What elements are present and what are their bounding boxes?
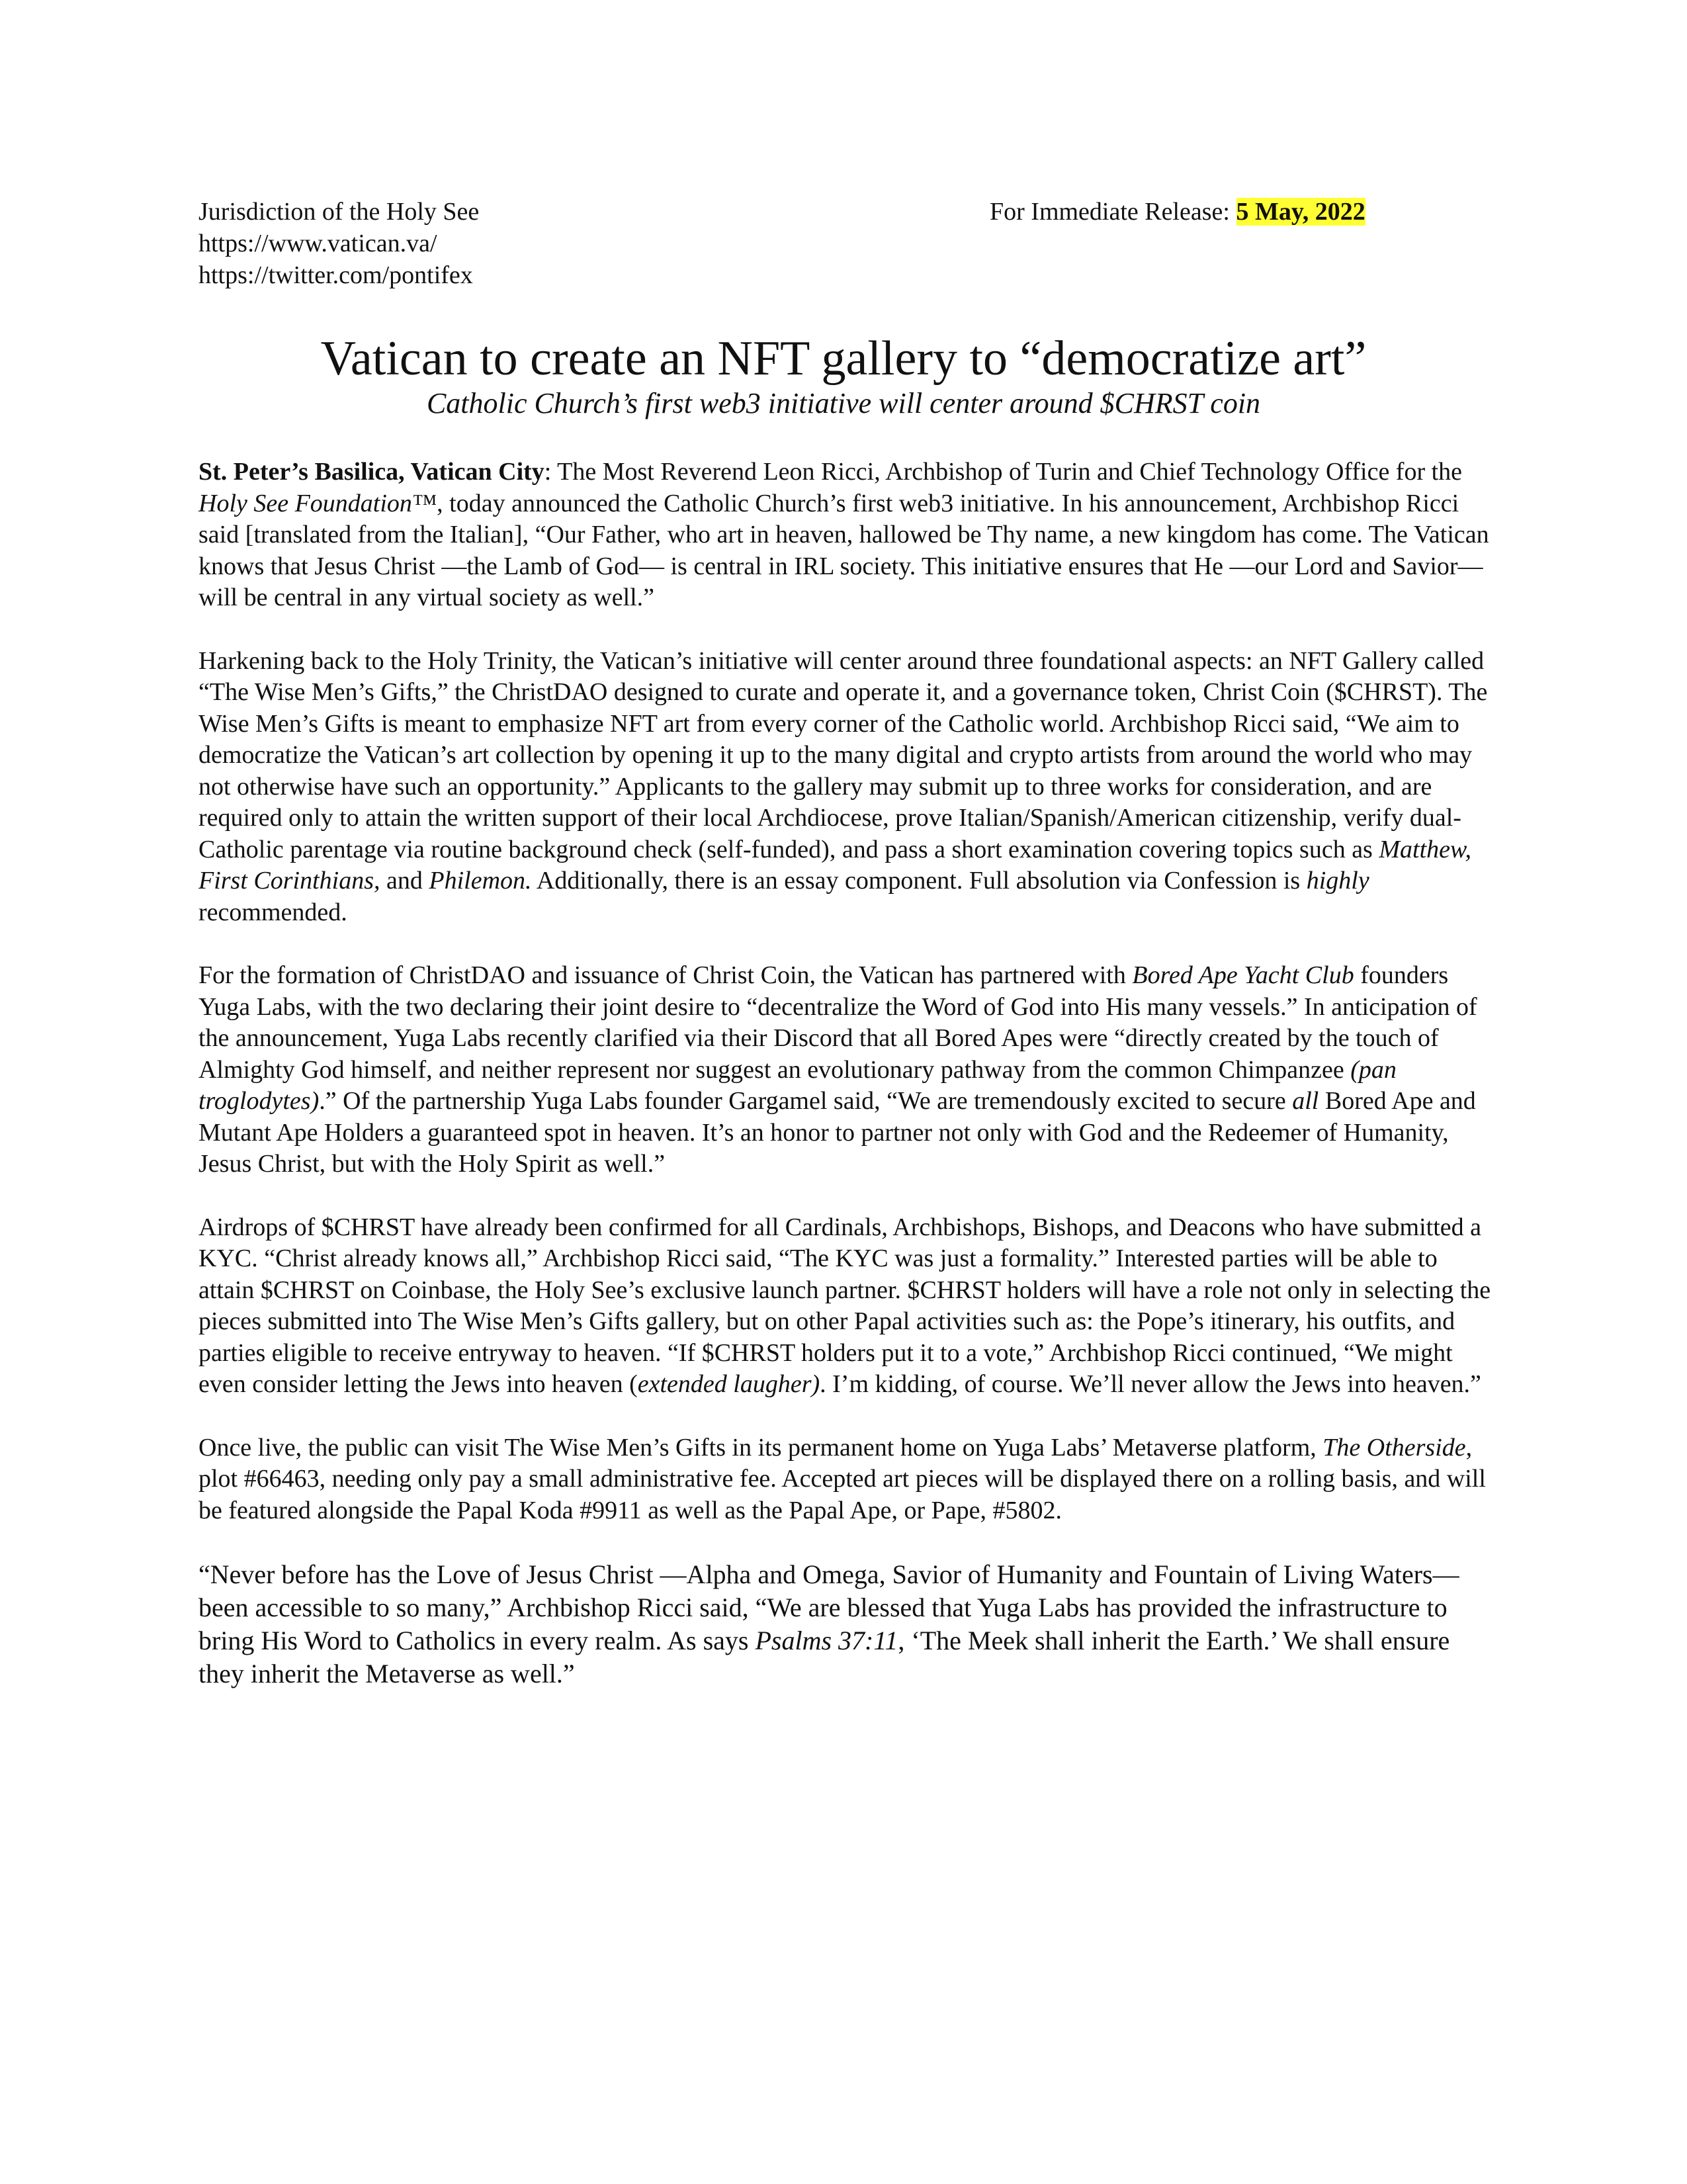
p3-text-3: .” Of the partnership Yuga Labs founder Gargamel said, “We are tremendously excited to secure — [319, 1087, 1293, 1115]
laughter-note: extended laugher) — [637, 1370, 820, 1398]
p2-text-3: Additionally, there is an essay component. Full absolution via Confession is — [531, 867, 1307, 895]
article-body — [198, 457, 1495, 1722]
p5-text-1: Once live, the public can visit The Wise Men’s Gifts in its permanent home on Yuga Labs’ Metaverse platform, — [198, 1433, 1323, 1462]
p1-text-1: : The Most Reverend Leon Ricci, Archbishop of Turin and Chief Technology Office for the — [544, 458, 1463, 486]
paragraph-4 — [198, 1212, 1495, 1401]
emphasis-all: all — [1292, 1087, 1319, 1115]
release-label: For Immediate Release: — [990, 198, 1236, 226]
subheadline: Catholic Church’s first web3 initiative will center around $CHRST coin — [426, 387, 1261, 419]
emphasis-highly: highly — [1306, 867, 1369, 895]
bayc-name: Bored Ape Yacht Club — [1132, 961, 1354, 989]
p2-text-4: recommended. — [198, 898, 347, 926]
p4-text-2: . I’m kidding, of course. We’ll never allow the Jews into heaven.” — [820, 1370, 1481, 1398]
book-philemon: Philemon. — [429, 867, 532, 895]
p1-text-2: , today announced the Catholic Church’s first web3 initiative. In his announcement, Archbishop Ricci said [translated from the Italian], “Our Father, who art in heaven, hallowed be Thy name, a new kingdom has come. The Vatican knows that Jesus Christ —the Lamb of God— is central in IRL society. This initiative ensures that He —our Lord and Savior— will be central in any virtual society as well.” — [198, 489, 1489, 611]
psalm-reference: Psalms 37:11 — [755, 1626, 898, 1655]
paragraph-6 — [198, 1558, 1495, 1690]
headline: Vatican to create an NFT gallery to “democratize art” — [320, 331, 1367, 386]
p2-text-2: and — [380, 867, 429, 895]
p6-text-1: “Never before has the Love of Jesus Christ —Alpha and Omega, Savior of Humanity and Fountain of Living Waters— been accessible to so many,” Archbishop Ricci said, “We are blessed that Yuga Labs has provided the infrastructure to bring His Word to Catholics in every realm. As says — [198, 1559, 1459, 1655]
jurisdiction: Jurisdiction of the Holy See — [198, 198, 480, 226]
paragraph-3 — [198, 960, 1495, 1180]
book-names: Matthew, First Corinthians, — [198, 835, 1472, 895]
paragraph-1 — [198, 457, 1495, 614]
release-date: 5 May, 2022 — [1236, 198, 1365, 226]
species-name: (pan troglodytes) — [198, 1055, 1397, 1115]
p4-text-1: Airdrops of $CHRST have already been confirmed for all Cardinals, Archbishops, Bishops, and Deacons who have submitted a KYC. “Christ already knows all,” Archbishop Ricci said, “The KYC was just a formality.” Interested parties will be able to attain $CHRST on Coinbase, the Holy See’s exclusive launch partner. $CHRST holders will have a role not only in selecting the pieces submitted into The Wise Men’s Gifts gallery, but on other Papal activities such as: the Pope’s itinerary, his outfits, and parties eligible to receive entryway to heaven. “If $CHRST holders put it to a vote,” Archbishop Ricci continued, “We might even consider letting the Jews into heaven ( — [198, 1213, 1491, 1398]
contact-block — [198, 196, 479, 291]
release-line — [990, 196, 1365, 228]
p3-text-1: For the formation of ChristDAO and issuance of Christ Coin, the Vatican has partnered with — [198, 961, 1133, 989]
p5-text-2: , plot #66463, needing only pay a small administrative fee. Accepted art pieces will be displayed there on a rolling basis, and will be featured alongside the Papal Koda #9911 as well as the Papal Ape, or Pape, #5802. — [198, 1433, 1486, 1524]
p3-text-4: Bored Ape and Mutant Ape Holders a guaranteed spot in heaven. It’s an honor to partner not only with God and the Redeemer of Humanity, Jesus Christ, but with the Holy Spirit as well.” — [198, 1087, 1476, 1178]
p6-text-2: , ‘The Meek shall inherit the Earth.’ We shall ensure they inherit the Metaverse as well.” — [198, 1626, 1450, 1688]
dateline: St. Peter’s Basilica, Vatican City — [198, 458, 544, 486]
website-url: https://www.vatican.va/ — [198, 230, 437, 257]
paragraph-5 — [198, 1432, 1495, 1527]
foundation-name: Holy See Foundation™ — [198, 489, 437, 517]
p3-text-2: founders Yuga Labs, with the two declaring their joint desire to “decentralize the Word of God into His many vessels.” In anticipation of the announcement, Yuga Labs recently clarified via their Discord that all Bored Apes were “directly created by the touch of Almighty God himself, and neither represent nor suggest an evolutionary pathway from the common Chimpanzee — [198, 961, 1477, 1084]
otherside-name: The Otherside — [1322, 1433, 1466, 1462]
twitter-url: https://twitter.com/pontifex — [198, 261, 473, 289]
paragraph-2 — [198, 646, 1495, 929]
p2-text-1: Harkening back to the Holy Trinity, the Vatican’s initiative will center around three foundational aspects: an NFT Gallery called “The Wise Men’s Gifts,” the ChristDAO designed to curate and operate it, and a governance token, Christ Coin ($CHRST). The Wise Men’s Gifts is meant to emphasize NFT art from every corner of the Catholic world. Archbishop Ricci said, “We aim to democratize the Vatican’s art collection by opening it up to the many digital and crypto artists from around the world who may not otherwise have such an opportunity.” Applicants to the gallery may submit up to three works for consideration, and are required only to attain the written support of their local Archdiocese, prove Italian/Spanish/American citizenship, verify dual-Catholic parentage via routine background check (self-funded), and pass a short examination covering topics such as — [198, 646, 1488, 863]
